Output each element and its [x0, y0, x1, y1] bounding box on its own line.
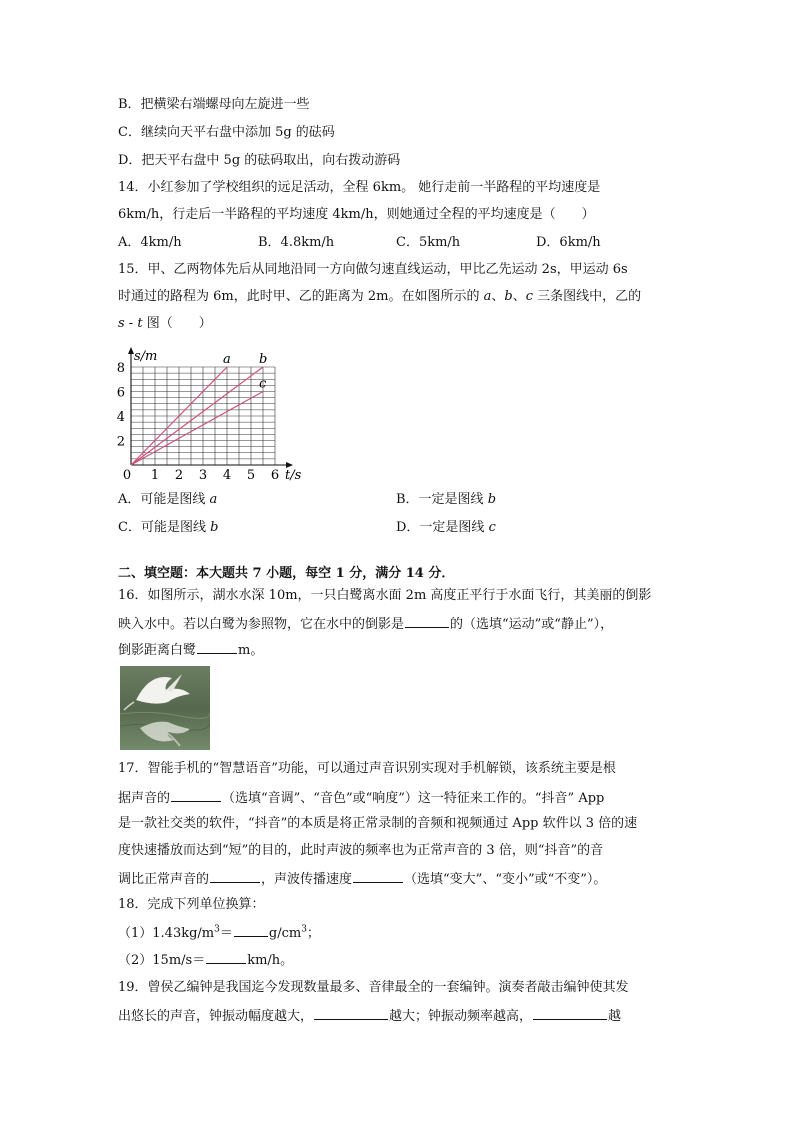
q13-option-d: D．把天平右盘中 5g 的砝码取出，向右拨动游码	[118, 153, 401, 168]
q13-option-b: B．把横梁右端螺母向左旋进一些	[118, 97, 310, 112]
q18-item-2	[118, 950, 293, 970]
q15-sep1: 、	[491, 289, 505, 304]
q15-option-c-text: C．可能是图线	[118, 520, 211, 535]
q15-var-c: c	[525, 289, 533, 304]
q17-line5-mid: ，声波传播速度	[261, 872, 353, 887]
q19-blank-1[interactable]	[314, 1006, 388, 1020]
x-tick-label: 0	[122, 468, 132, 483]
q15-stem-line1: 15．甲、乙两物体先后从同地沿同一方向做匀速直线运动，甲比乙先运动 2s，甲运动 6s	[118, 262, 628, 277]
q18-item2-end: km/h。	[247, 953, 294, 968]
q18-item1-eq: ＝	[219, 926, 233, 941]
q17-blank-2[interactable]	[210, 869, 260, 883]
q17-stem-line4: 度快速播放而达到“短”的目的，此时声波的频率也为正常声音的 3 倍，则“抖音”的音	[118, 843, 604, 858]
egret-photo	[120, 666, 210, 750]
q15-option-a	[118, 491, 217, 509]
q16-line2-text: 映入水中。若以白鹭为参照物，它在水中的倒影是	[118, 617, 405, 632]
x-tick-label: 6	[270, 468, 280, 483]
q17-line5-end: （选填“变大”、“变小”或“不变”）。	[404, 872, 607, 887]
q15-option-d-text: D．一定是图线	[396, 520, 489, 535]
q14-stem-line1: 14．小红参加了学校组织的远足活动，全程 6km。 她行走前一半路程的平均速度是	[118, 180, 601, 195]
q14-option-d: D．6km/h	[536, 235, 601, 250]
q18-item1-end: ；	[306, 926, 320, 941]
q15-var-a: a	[483, 289, 492, 304]
q17-stem-line1: 17．智能手机的“智慧语音”功能，可以通过声音识别实现对手机解锁，该系统主要是根	[118, 761, 616, 776]
x-tick-label: 1	[150, 468, 160, 483]
q16-line3-text: 倒影距离白鹭	[118, 643, 197, 658]
q18-item2-text: （2）15m/s＝	[118, 953, 206, 968]
q16-stem-line2	[118, 614, 613, 634]
q14-option-b: B．4.8km/h	[258, 235, 335, 250]
q18-item-1	[118, 923, 320, 943]
q14-option-c: C．5km/h	[396, 235, 461, 250]
q17-blank-1[interactable]	[171, 788, 221, 802]
q18-stem: 18．完成下列单位换算：	[118, 897, 265, 912]
q13-option-c: C．继续向天平右盘中添加 5g 的砝码	[118, 125, 335, 140]
q16-stem-line3	[118, 640, 263, 660]
q18-item1-sup2: 3	[301, 924, 307, 935]
section2-heading: 二、填空题：本大题共 7 小题，每空 1 分，满分 14 分．	[118, 566, 455, 581]
q16-line3-end: m。	[238, 643, 264, 658]
q15-option-c-var: b	[210, 520, 219, 535]
q15-option-b-var: b	[487, 492, 497, 507]
q16-blank-2[interactable]	[197, 640, 237, 654]
q17-stem-line2	[118, 788, 604, 808]
q15-dash: -	[124, 316, 138, 331]
x-tick-label: 3	[198, 468, 208, 483]
s-t-graph	[112, 338, 312, 486]
q18-item1-unit: g/cm	[268, 926, 302, 941]
q16-blank-1[interactable]	[405, 614, 449, 628]
q19-stem-line1: 19．曾侯乙编钟是我国迄今发现数量最多、音律最全的一套编钟。演奏者敲击编钟使其发	[118, 980, 629, 995]
q15-option-a-text: A．可能是图线	[118, 492, 210, 507]
q15-option-d-var: c	[488, 520, 496, 535]
x-tick-label: 4	[222, 468, 232, 483]
q17-stem-line3: 是一款社交类的软件，“抖音”的本质是将正常录制的音频和视频通过 App 软件以 3 倍的速	[118, 816, 638, 831]
q19-stem-line2	[118, 1006, 621, 1026]
q15-stem-line2	[118, 288, 641, 306]
q15-option-b	[396, 491, 496, 509]
q15-var-t: t	[137, 316, 143, 331]
q15-sep2: 、	[512, 289, 526, 304]
q15-option-a-var: a	[209, 492, 218, 507]
q17-blank-3[interactable]	[353, 869, 403, 883]
x-axis-label: t/s	[285, 468, 302, 483]
y-tick-label: 8	[116, 361, 125, 376]
q15-option-c	[118, 519, 218, 537]
q15-var-b: b	[504, 289, 513, 304]
q19-line2-end: 越	[608, 1009, 622, 1024]
q15-var-s: s	[118, 316, 125, 331]
q19-line2-mid: 越大；钟振动频率越高，	[389, 1009, 533, 1024]
series-label-a: a	[223, 352, 231, 367]
q19-blank-2[interactable]	[533, 1006, 607, 1020]
series-label-c: c	[259, 376, 267, 392]
x-tick-label: 2	[174, 468, 184, 483]
q14-stem-line2: 6km/h，行走后一半路程的平均速度 4km/h，则她通过全程的平均速度是（ ）	[118, 207, 595, 222]
q15-line2-end: 三条图线中，乙的	[533, 289, 642, 304]
q18-blank-2[interactable]	[206, 950, 246, 964]
q17-line2-end: （选填“音调”、“音色”或“响度”）这一特征来工作的。“抖音” App	[222, 791, 605, 806]
q18-item1-text: （1）1.43kg/m	[118, 926, 215, 941]
q19-line2-text: 出悠长的声音，钟振动幅度越大，	[118, 1009, 314, 1024]
y-tick-label: 2	[116, 434, 125, 450]
q16-stem-line1: 16．如图所示，湖水水深 10m，一只白鹭离水面 2m 高度正平行于水面飞行，其美丽的倒影	[118, 588, 652, 603]
series-label-b: b	[259, 352, 268, 367]
q15-option-b-text: B．一定是图线	[396, 492, 488, 507]
q18-blank-1[interactable]	[234, 923, 268, 937]
q15-option-d	[396, 519, 496, 537]
x-tick-label: 5	[246, 468, 256, 483]
q17-line5-text: 调比正常声音的	[118, 872, 210, 887]
q15-line3-end: 图（ ）	[142, 316, 212, 331]
y-tick-label: 6	[116, 385, 125, 401]
y-axis-label: s/m	[134, 349, 158, 364]
q16-line2-end: 的（选填“运动”或“静止”），	[450, 617, 614, 632]
q14-option-a: A．4km/h	[118, 235, 182, 250]
q17-stem-line5	[118, 869, 606, 889]
q15-stem-line3	[118, 315, 212, 333]
q18-item1-sup: 3	[214, 924, 220, 935]
q17-line2-text: 据声音的	[118, 791, 171, 806]
y-tick-label: 4	[116, 410, 125, 425]
q15-line2-text: 时通过的路程为 6m，此时甲、乙的距离为 2m。在如图所示的	[118, 289, 484, 304]
